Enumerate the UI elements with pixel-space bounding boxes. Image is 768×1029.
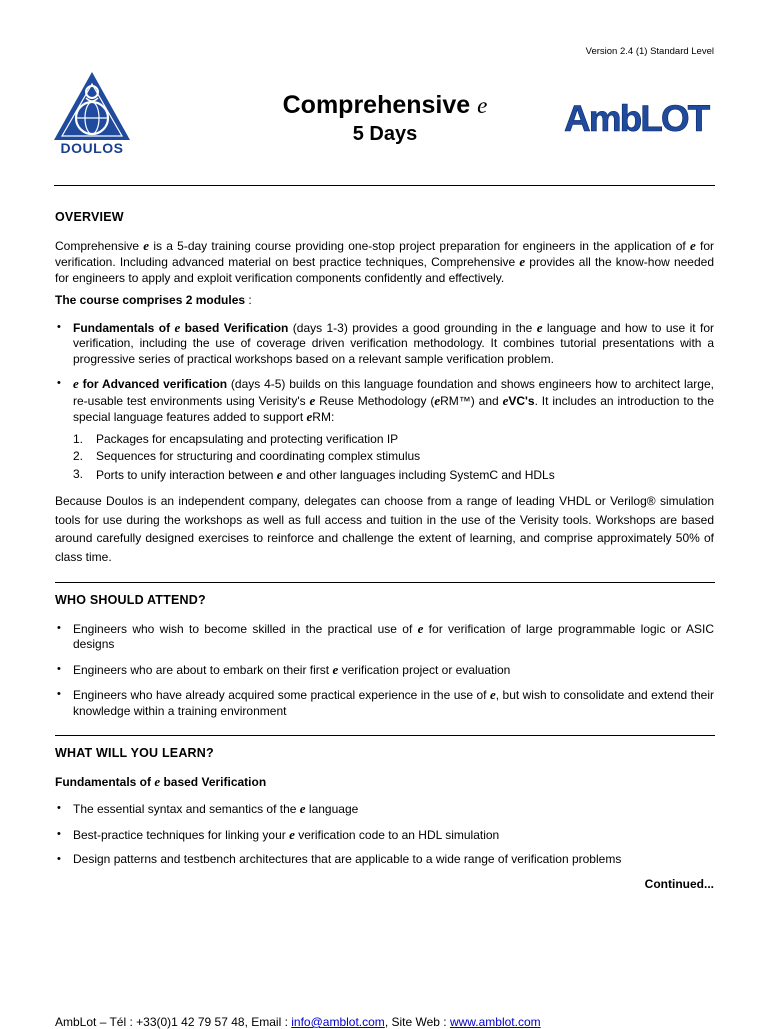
overview-heading: OVERVIEW — [55, 210, 124, 224]
doulos-logo-icon — [52, 70, 132, 142]
list-item: 3. Ports to unify interaction between e and other languages including SystemC and HDLs — [73, 466, 555, 482]
learn-subheading: Fundamentals of e based Verification — [55, 773, 267, 789]
section-divider — [55, 735, 715, 736]
course-title-block — [200, 90, 570, 147]
header-divider — [54, 185, 715, 186]
list-item: • The essential syntax and semantics of the e language — [55, 801, 714, 818]
attend-list — [55, 621, 714, 720]
list-item: • Engineers who have already acquired some practical experience in the use of e, but wish to consolidate and extend their knowledge within a training environment — [55, 687, 714, 719]
doulos-logo — [52, 70, 132, 160]
amblot-logo-icon — [562, 97, 714, 139]
attend-heading: WHO SHOULD ATTEND? — [55, 593, 206, 607]
doulos-wordmark: DOULOS — [60, 140, 124, 156]
learn-list — [55, 801, 714, 868]
module-advanced: • e for Advanced verification (days 4-5) builds on this language foundation and shows engineers how to architect large, re-usable test environments using Verisity's e Reuse Methodology (eRM™) and eVC's. It includes an introduction to the special language features added to support eRM: 1. Packages for encapsulating and protecting verification IP 2. Sequences for structuring and coordinating complex stimulus 3. Ports to unify interaction between e and other languages including SystemC and HDLs — [55, 376, 714, 483]
list-item: • Engineers who are about to embark on their first e verification project or evaluation — [55, 662, 714, 679]
list-item: • Best-practice techniques for linking your e verification code to an HDL simulation — [55, 827, 714, 844]
learn-heading: WHAT WILL YOU LEARN? — [55, 746, 214, 760]
website-link[interactable]: www.amblot.com — [449, 1015, 541, 1029]
course-title: Comprehensive e — [282, 91, 488, 119]
amblot-logo — [562, 97, 714, 139]
list-item: • Engineers who wish to become skilled in the practical use of e for verification of large programmable logic or ASIC designs — [55, 621, 714, 653]
list-item: 1. Packages for encapsulating and protecting verification IP — [73, 431, 399, 446]
module-fundamentals: • Fundamentals of e based Verification (days 1-3) provides a good grounding in the e language and how to use it for verification, including the use of coverage driven verification methodology. It combines tutorial presentations with a progressive series of practical workshops based on a relevant sample verification problem. — [55, 320, 714, 368]
erm-features-list — [73, 432, 714, 484]
list-item: 2. Sequences for structuring and coordinating complex stimulus — [73, 449, 421, 463]
continued-label: Continued... — [644, 876, 714, 891]
list-item: • Design patterns and testbench architectures that are applicable to a wide range of verification problems — [55, 852, 714, 868]
footer-contact: AmbLot – Tél : +33(0)1 42 79 57 48, Email : info@amblot.com, Site Web : www.amblot.com — [55, 1015, 541, 1029]
modules-lead: The course comprises 2 modules : — [55, 293, 252, 307]
overview-intro: Comprehensive e is a 5-day training course providing one-stop project preparation for engineers in the application of e for verification. Including advanced material on best practice techniques, Comprehensive e provides all the know-how needed for engineers to apply and exploit verification components confidently and effectively. — [55, 237, 715, 285]
course-duration: 5 Days — [352, 123, 418, 145]
main-content — [55, 200, 714, 892]
email-link[interactable]: info@amblot.com — [291, 1015, 385, 1029]
section-divider — [55, 582, 715, 583]
version-label: Version 2.4 (1) Standard Level — [585, 46, 714, 57]
modules-list — [55, 320, 714, 484]
overview-closing: Because Doulos is an independent company, delegates can choose from a range of leading VHDL or Verilog® simulation tools for use during the workshops as well as full access and tuition in the use of the Verisity tools. Workshops are based around carefully designed exercises to reinforce and challenge the extent of learning, and comprise approximately 50% of class time. — [55, 494, 714, 564]
svg-text:AmbLOT: AmbLOT — [564, 98, 709, 139]
